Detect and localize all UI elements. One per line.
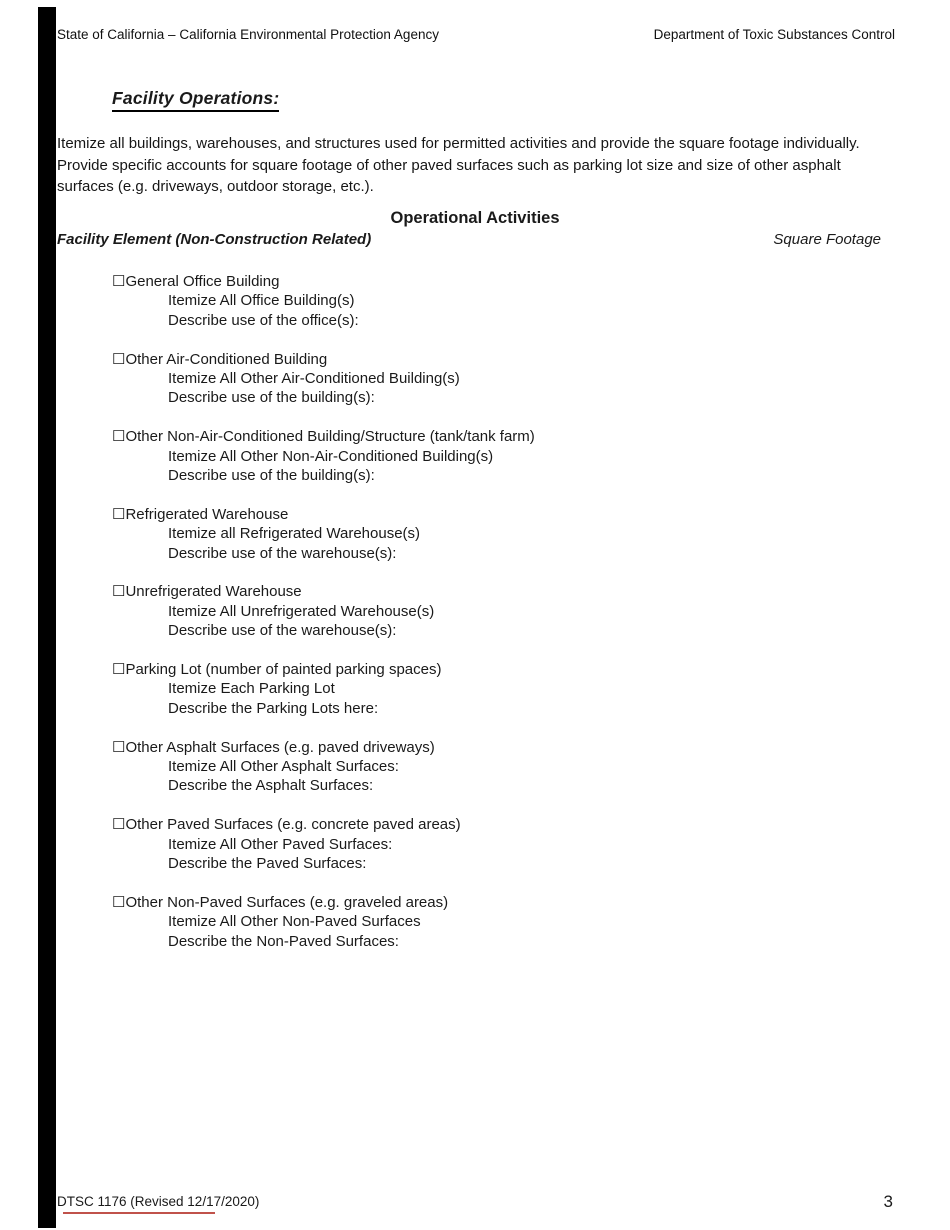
- checkbox-icon[interactable]: ☐: [112, 661, 126, 679]
- facility-item: [57, 893, 910, 951]
- facility-item-label: Other Non-Paved Surfaces (e.g. graveled areas): [125, 893, 449, 911]
- facility-item: [57, 505, 910, 563]
- section-heading: Operational Activities: [390, 209, 560, 227]
- facility-item-itemize-line: Itemize All Other Non-Paved Surfaces: [168, 913, 421, 931]
- facility-item-label: Unrefrigerated Warehouse: [125, 583, 302, 601]
- facility-item-itemize-line: Itemize All Other Asphalt Surfaces:: [168, 758, 399, 776]
- facility-item-label-line: [57, 738, 910, 757]
- column-headers-row: [57, 231, 881, 248]
- facility-item-itemize-line: Itemize All Other Air-Conditioned Building(s): [168, 370, 460, 388]
- facility-item-itemize-line: Itemize All Other Non-Air-Conditioned Building(s): [168, 447, 494, 465]
- checkbox-icon[interactable]: ☐: [112, 583, 126, 601]
- facility-item-label: Other Air-Conditioned Building: [125, 350, 328, 368]
- facility-item-itemize-line: Itemize All Office Building(s): [168, 292, 355, 310]
- facility-item-describe-line: Describe the Non-Paved Surfaces:: [168, 932, 399, 950]
- footer-red-underline-mark: [63, 1212, 215, 1214]
- facility-item-label: General Office Building: [125, 273, 280, 290]
- facility-item-label-line: [57, 893, 910, 912]
- facility-item-describe-line: Describe use of the building(s):: [168, 467, 375, 485]
- facility-item: [57, 660, 910, 718]
- facility-item-label-line: [57, 272, 910, 291]
- facility-item-describe-line: Describe the Asphalt Surfaces:: [168, 777, 374, 795]
- facility-item-describe-line: Describe use of the warehouse(s):: [168, 544, 397, 562]
- checkbox-icon[interactable]: ☐: [112, 738, 126, 756]
- facility-item-label: Refrigerated Warehouse: [125, 505, 289, 523]
- column-header-square-footage: Square Footage: [773, 231, 881, 248]
- footer-form-number: DTSC 1176 (Revised 12/17/2020): [57, 1194, 260, 1209]
- facility-item: [57, 582, 910, 640]
- facility-item: [57, 815, 910, 873]
- facility-item: [57, 427, 910, 485]
- page-header: [57, 27, 895, 42]
- facility-item: [57, 738, 910, 796]
- facility-item: [57, 350, 910, 408]
- facility-item-itemize-line: Itemize All Unrefrigerated Warehouse(s): [168, 602, 435, 620]
- header-department-right: Department of Toxic Substances Control: [653, 27, 895, 42]
- facility-item-label-line: [57, 350, 910, 369]
- facility-item-label-line: [57, 505, 910, 524]
- facility-item-itemize-line: Itemize All Other Paved Surfaces:: [168, 835, 393, 853]
- checkbox-icon[interactable]: ☐: [112, 273, 126, 290]
- intro-paragraph: Itemize all buildings, warehouses, and structures used for permitted activities and provide the square footage individually. Provide specific accounts for square footage of other paved surfaces such as parking lot size and size of other asphalt surfaces (e.g. driveways, outdoor storage, etc.).: [57, 135, 860, 195]
- facility-item-label: Parking Lot (number of painted parking spaces): [125, 661, 442, 679]
- facility-item-itemize-line: Itemize Each Parking Lot: [168, 680, 335, 698]
- checkbox-icon[interactable]: ☐: [112, 505, 126, 523]
- checkbox-icon[interactable]: ☐: [112, 428, 126, 446]
- facility-item-label: Other Paved Surfaces (e.g. concrete paved areas): [125, 816, 461, 834]
- facility-item-describe-line: Describe use of the warehouse(s):: [168, 622, 397, 640]
- facility-item-itemize-line: Itemize all Refrigerated Warehouse(s): [168, 525, 421, 543]
- facility-item-describe-line: Describe the Parking Lots here:: [168, 699, 379, 717]
- column-header-facility-element: Facility Element (Non-Construction Related): [57, 231, 372, 248]
- facility-item-label-line: [57, 815, 910, 834]
- facility-item-label: Other Non-Air-Conditioned Building/Structure (tank/tank farm): [125, 428, 535, 446]
- page-title: Facility Operations:: [112, 88, 279, 112]
- facility-item-label: Other Asphalt Surfaces (e.g. paved driveways): [125, 738, 435, 756]
- facility-item-label-line: [57, 582, 910, 601]
- facility-item-label-line: [57, 660, 910, 679]
- facility-item: [57, 272, 910, 330]
- header-agency-left: State of California – California Environmental Protection Agency: [57, 27, 439, 42]
- facility-item-describe-line: Describe use of the building(s):: [168, 389, 375, 407]
- page-number: 3: [883, 1192, 893, 1211]
- facility-item-describe-line: Describe use of the office(s):: [168, 311, 359, 329]
- checkbox-icon[interactable]: ☐: [112, 350, 126, 368]
- facility-items-list: [57, 272, 910, 970]
- checkbox-icon[interactable]: ☐: [112, 816, 126, 834]
- scan-artifact-left-bar: [38, 7, 56, 1228]
- checkbox-icon[interactable]: ☐: [112, 893, 126, 911]
- facility-item-label-line: [57, 427, 910, 446]
- facility-item-describe-line: Describe the Paved Surfaces:: [168, 855, 367, 873]
